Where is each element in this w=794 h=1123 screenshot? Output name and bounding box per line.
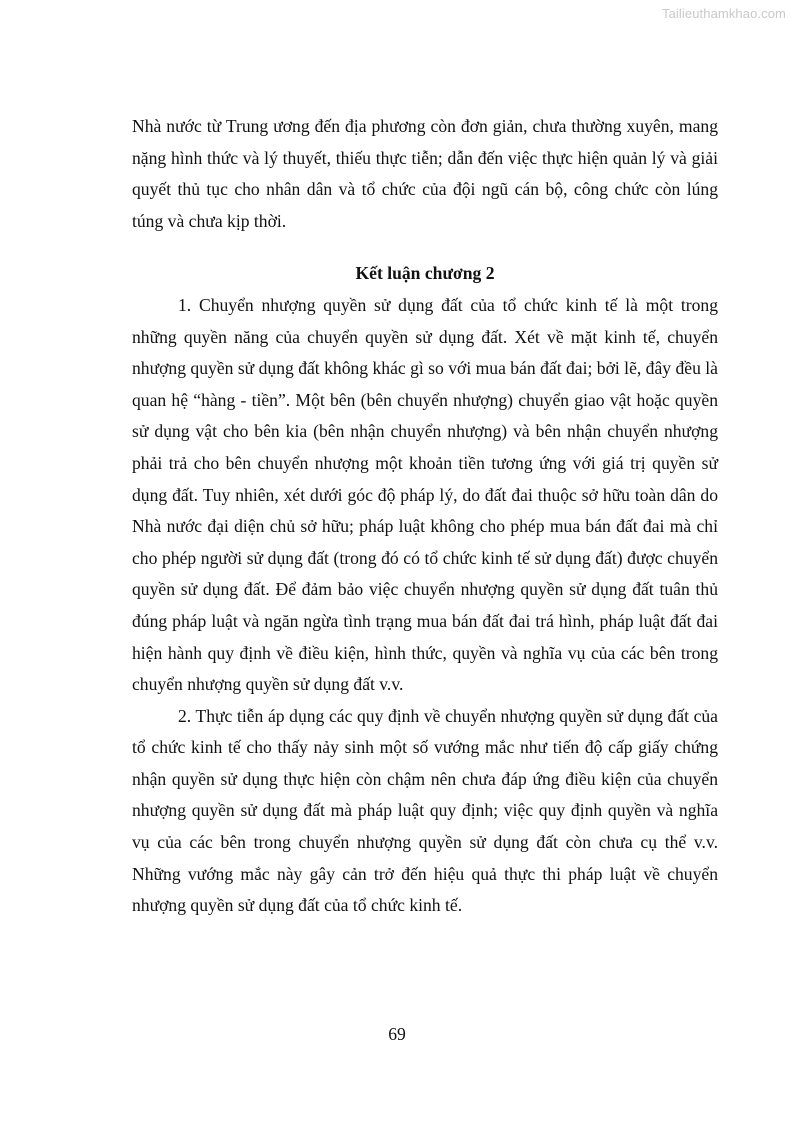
conclusion-paragraph-2: 2. Thực tiễn áp dụng các quy định về chuyển nhượng quyền sử dụng đất của tổ chức kinh tế cho thấy nảy sinh một số vướng mắc như tiến độ cấp giấy chứng nhận quyền sử dụng thực hiện còn chậm nên chưa đáp ứng điều kiện của chuyển nhượng quyền sử dụng đất mà pháp luật quy định; việc quy định quyền và nghĩa vụ của các bên trong chuyển nhượng quyền sử dụng đất còn chưa cụ thể v.v. Những vướng mắc này gây cản trở đến hiệu quả thực thi pháp luật về chuyển nhượng quyền sử dụng đất của tổ chức kinh tế. <box>132 705 718 916</box>
intro-paragraph: Nhà nước từ Trung ương đến địa phương còn đơn giản, chưa thường xuyên, mang nặng hình thức và lý thuyết, thiếu thực tiễn; dẫn đến việc thực hiện quản lý và giải quyết thủ tục cho nhân dân và tổ chức của đội ngũ cán bộ, công chức còn lúng túng và chưa kịp thời. <box>132 116 718 231</box>
conclusion-paragraph-1: 1. Chuyển nhượng quyền sử dụng đất của tổ chức kinh tế là một trong những quyền năng của chuyển quyền sử dụng đất. Xét về mặt kinh tế, chuyển nhượng quyền sử dụng đất không khác gì so với mua bán đất đai; bởi lẽ, đây đều là quan hệ “hàng - tiền”. Một bên (bên chuyển nhượng) chuyển giao vật hoặc quyền sử dụng vật cho bên kia (bên nhận chuyển nhượng) và bên nhận chuyển nhượng phải trả cho bên chuyển nhượng một khoản tiền tương ứng với giá trị quyền sử dụng đất. Tuy nhiên, xét dưới góc độ pháp lý, do đất đai thuộc sở hữu toàn dân do Nhà nước đại diện chủ sở hữu; pháp luật không cho phép mua bán đất đai mà chỉ cho phép người sử dụng đất (trong đó có tổ chức kinh tế sử dụng đất) được chuyển quyền sử dụng đất. Để đảm bảo việc chuyển nhượng quyền sử dụng đất tuân thủ đúng pháp luật và ngăn ngừa tình trạng mua bán đất đai trá hình, pháp luật đất đai hiện hành quy định về điều kiện, hình thức, quyền và nghĩa vụ của các bên trong chuyển nhượng quyền sử dụng đất v.v. <box>132 294 718 695</box>
page-body <box>132 111 718 922</box>
watermark-text: Tailieuthamkhao.com <box>661 6 786 21</box>
section-heading: Kết luận chương 2 <box>355 263 495 284</box>
page-number: 69 <box>388 1024 406 1044</box>
